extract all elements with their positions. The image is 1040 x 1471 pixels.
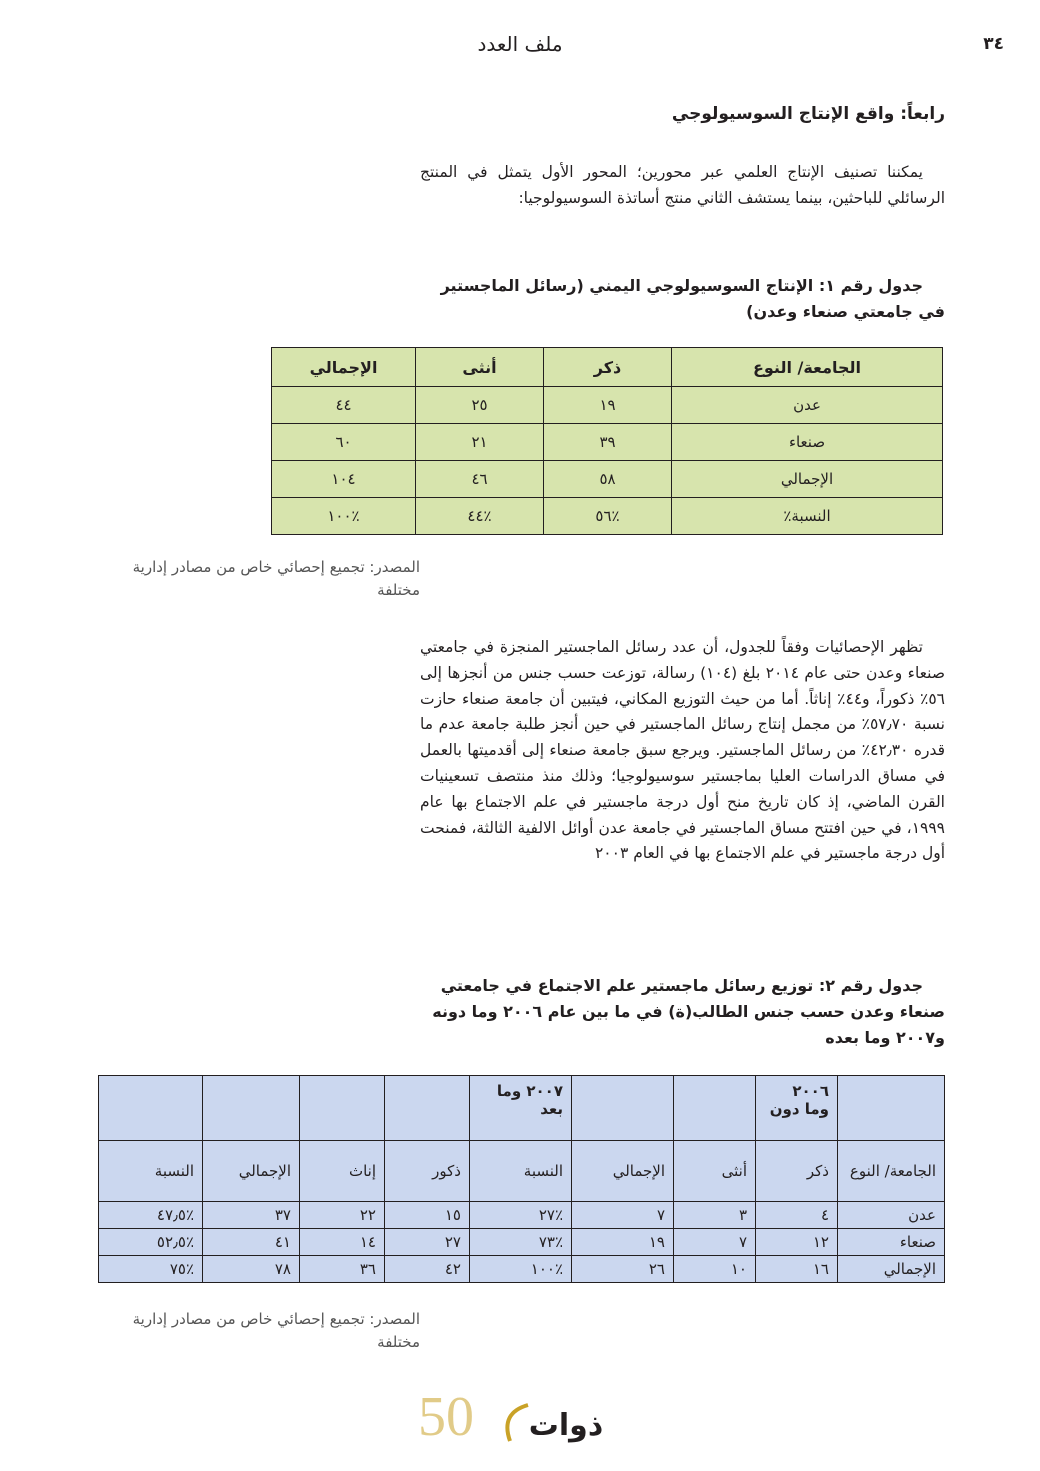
table2-group-header-cell <box>674 1076 756 1141</box>
table2-cell: ٢٧ <box>385 1229 470 1256</box>
table2-group-header-cell <box>300 1076 385 1141</box>
table-row <box>272 387 943 424</box>
table1-caption: جدول رقم ١: الإنتاج السوسيولوجي اليمني (رسائل الماجستير في جامعتي صنعاء وعدن) <box>440 276 945 321</box>
logo-arc <box>507 1405 528 1441</box>
table1-header-cell: الإجمالي <box>272 348 416 387</box>
table-row <box>99 1202 945 1229</box>
table2-caption: جدول رقم ٢: توزيع رسائل ماجستير علم الاجتماع في جامعتي صنعاء وعدن حسب جنس الطالب(ة) في ما بين عام ٢٠٠٦ وما دونه و٢٠٠٧ وما بعده <box>432 976 945 1047</box>
table-row <box>272 461 943 498</box>
table2-cell: ٤٢ <box>385 1256 470 1283</box>
table2-header-cell: أنثى <box>674 1141 756 1202</box>
table2-header-cell: النسبة <box>470 1141 572 1202</box>
table1-cell: النسبة٪ <box>672 498 943 535</box>
table2-group-header-cell: ٢٠٠٦ وما دون <box>756 1076 838 1141</box>
table2-cell: ٪٧٥ <box>99 1256 203 1283</box>
table1-cell: ٪٤٤ <box>416 498 544 535</box>
table2-cell: الإجمالي <box>838 1256 945 1283</box>
table2-group-header-cell <box>203 1076 300 1141</box>
table2-cell: ٪٥٢٫٥ <box>99 1229 203 1256</box>
table1-header-cell: أنثى <box>416 348 544 387</box>
table2-header-cell: ذكر <box>756 1141 838 1202</box>
table2-cell: ٪٤٧٫٥ <box>99 1202 203 1229</box>
table1-cell: ١٩ <box>544 387 672 424</box>
table1-source: المصدر: تجميع إحصائي خاص من مصادر إدارية مختلفة <box>132 558 420 599</box>
table2-cell: ٧٨ <box>203 1256 300 1283</box>
table2-cell: ١٤ <box>300 1229 385 1256</box>
table-row <box>99 1256 945 1283</box>
table2-cell: ٪٧٣ <box>470 1229 572 1256</box>
table1-cell: ٪٥٦ <box>544 498 672 535</box>
magazine-logo <box>418 1383 610 1453</box>
table2-header-cell: الإجمالي <box>203 1141 300 1202</box>
table2-cell: ٪٢٧ <box>470 1202 572 1229</box>
table2-group-header-cell: ٢٠٠٧ وما بعد <box>470 1076 572 1141</box>
table1-cell: عدن <box>672 387 943 424</box>
table2-header-cell: الجامعة/ النوع <box>838 1141 945 1202</box>
table2-header-cell: النسبة <box>99 1141 203 1202</box>
table2-group-header-cell <box>572 1076 674 1141</box>
table2-cell: ٧ <box>572 1202 674 1229</box>
table2-source: المصدر: تجميع إحصائي خاص من مصادر إدارية مختلفة <box>132 1310 420 1351</box>
table1-cell: ٦٠ <box>272 424 416 461</box>
table1-cell: ٥٨ <box>544 461 672 498</box>
table1-header-cell: الجامعة/ النوع <box>672 348 943 387</box>
page-number: ٣٤ <box>983 34 1004 54</box>
table1-cell: ٢٥ <box>416 387 544 424</box>
table2-cell: ٣ <box>674 1202 756 1229</box>
table2-cell: ٢٦ <box>572 1256 674 1283</box>
table2-cell: صنعاء <box>838 1229 945 1256</box>
table2-cell: ١٠ <box>674 1256 756 1283</box>
table1-cell: ٢١ <box>416 424 544 461</box>
table2-cell: ٣٦ <box>300 1256 385 1283</box>
table-row <box>272 424 943 461</box>
table1-header-row <box>272 348 943 387</box>
table2-header-cell: الإجمالي <box>572 1141 674 1202</box>
analysis-paragraph: تظهر الإحصائيات وفقاً للجدول، أن عدد رسائل الماجستير المنجزة في جامعتي صنعاء وعدن حتى عام ٢٠١٤ بلغ (١٠٤) رسالة، توزعت حسب جنس من أنجزها إلى ٥٦٪ ذكوراً، و٤٤٪ إناثاً. أما من حيث التوزيع المكاني، فيتبين أن جامعة صنعاء حازت نسبة ٥٧٫٧٠٪ من مجمل إنتاج رسائل الماجستير في حين أنجز طلبة جامعة عدم ما قدره ٤٢٫٣٠٪ من رسائل الماجستير. ويرجع سبق جامعة صنعاء إلى أقدميتها بالعمل في مساق الدراسات العليا بماجستير سوسيولوجيا؛ وذلك منذ منتصف تسعينيات القرن الماضي، إذ كان تاريخ منح أول درجة ماجستير في علم الاجتماع بها عام ١٩٩٩، في حين افتتح مساق الماجستير في جامعة عدن أوائل الالفية الثالثة، فمنحت أول درجة ماجستير في علم الاجتماع بها في العام ٢٠٠٣ <box>420 638 945 863</box>
table2-cell: ٧ <box>674 1229 756 1256</box>
table2-group-header-cell <box>99 1076 203 1141</box>
table2-group-header-cell <box>838 1076 945 1141</box>
running-header: ملف العدد <box>477 32 563 56</box>
table1-cell: ٤٤ <box>272 387 416 424</box>
table2-cell: ١٦ <box>756 1256 838 1283</box>
table2-header-cell: ذكور <box>385 1141 470 1202</box>
table1-cell: ٤٦ <box>416 461 544 498</box>
table2 <box>98 1075 945 1283</box>
intro-paragraph: يمكننا تصنيف الإنتاج العلمي عبر محورين؛ المحور الأول يتمثل في المنتج الرسائلي للباحثين، بينما يستشف الثاني منتج أساتذة السوسيولوجيا: <box>420 163 945 207</box>
table2-group-header-row <box>99 1076 945 1141</box>
table1-cell: ٣٩ <box>544 424 672 461</box>
table1-cell: صنعاء <box>672 424 943 461</box>
table1-cell: ١٠٤ <box>272 461 416 498</box>
logo-number: 50 <box>418 1386 474 1448</box>
table2-group-header-cell <box>385 1076 470 1141</box>
logo-text: ذوات <box>528 1408 604 1443</box>
table2-cell: ٤ <box>756 1202 838 1229</box>
table1-header-cell: ذكر <box>544 348 672 387</box>
table2-cell: عدن <box>838 1202 945 1229</box>
table2-cell: ١٥ <box>385 1202 470 1229</box>
table2-cell: ٢٢ <box>300 1202 385 1229</box>
table1-cell: الإجمالي <box>672 461 943 498</box>
table1-cell: ٪١٠٠ <box>272 498 416 535</box>
table2-cell: ١٢ <box>756 1229 838 1256</box>
table2-cell: ١٩ <box>572 1229 674 1256</box>
section-heading: رابعاً: واقع الإنتاج السوسيولوجي <box>671 104 945 124</box>
table2-cell: ٤١ <box>203 1229 300 1256</box>
table2-cell: ٪١٠٠ <box>470 1256 572 1283</box>
table2-cell: ٣٧ <box>203 1202 300 1229</box>
table1 <box>271 347 943 535</box>
table-row <box>99 1229 945 1256</box>
table2-header-row <box>99 1141 945 1202</box>
table-row <box>272 498 943 535</box>
table2-header-cell: إناث <box>300 1141 385 1202</box>
